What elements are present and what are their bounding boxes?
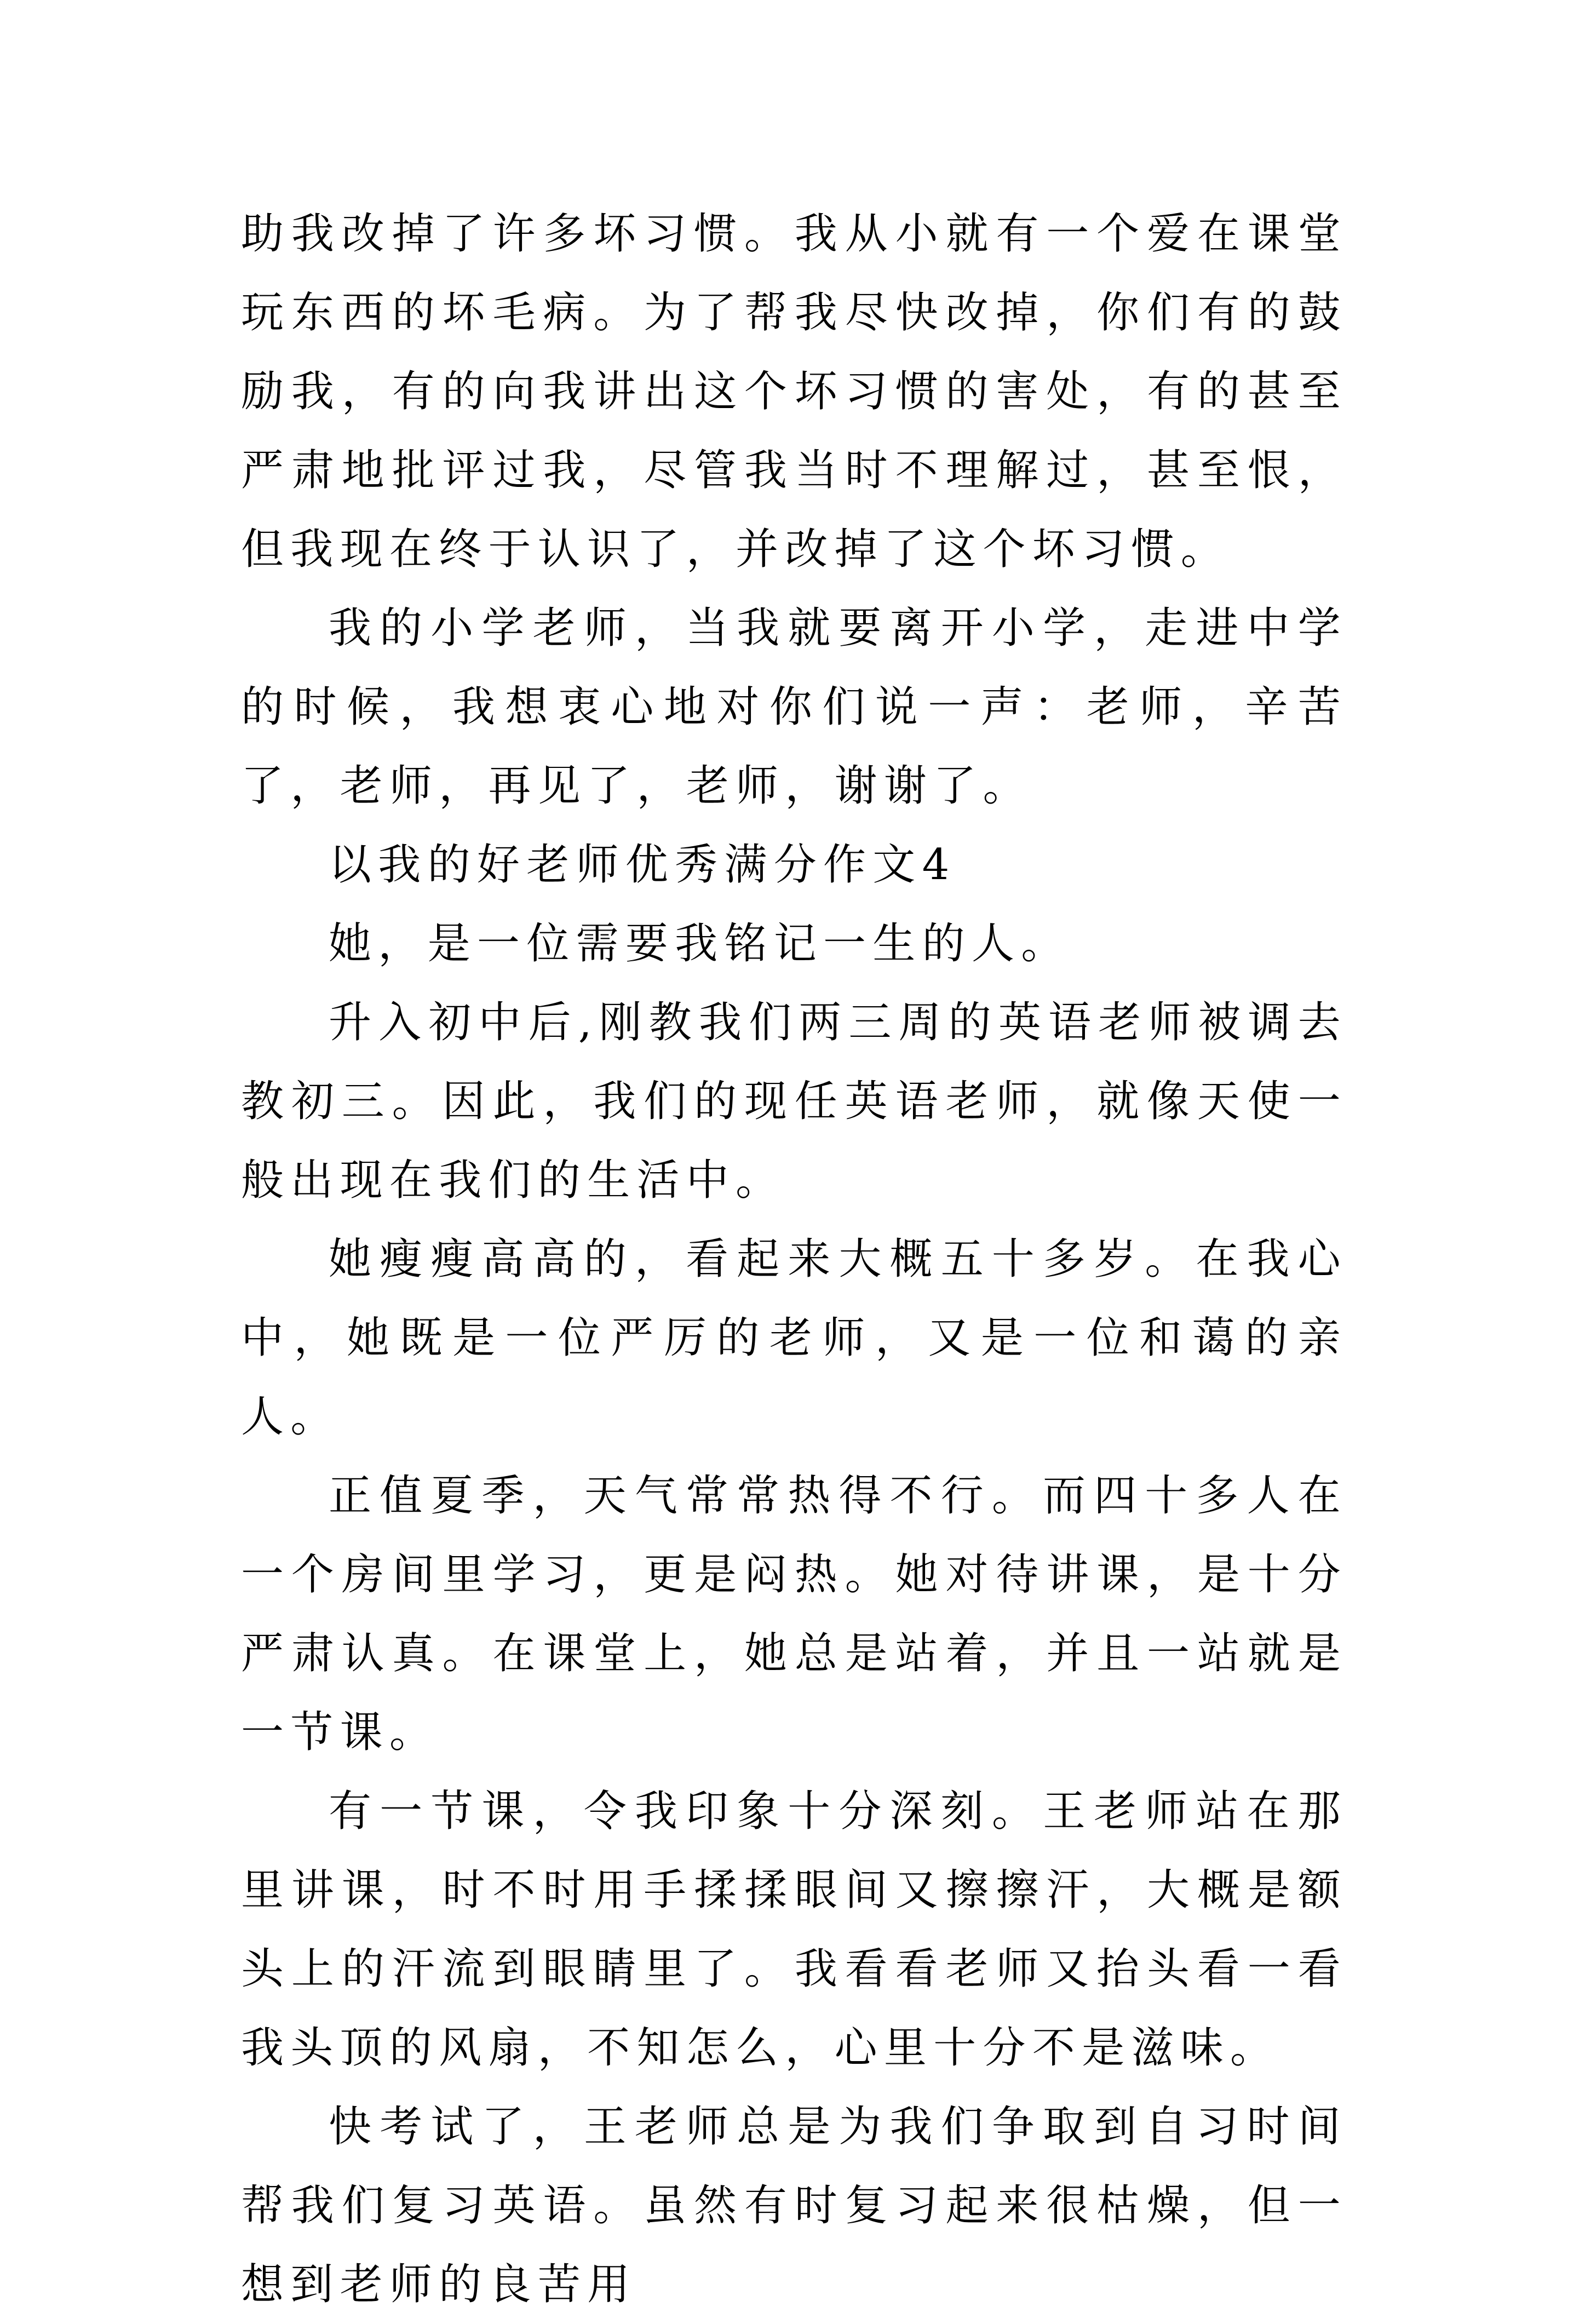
paragraph: 有一节课，令我印象十分深刻。王老师站在那里讲课，时不时用手揉揉眼间又擦擦汗，大概是额头上的汗流到眼睛里了。我看看老师又抬头看一看我头顶的风扇，不知怎么，心里十分不是滋味。 (241, 1787, 1347, 2073)
paragraph-continuation: 助我改掉了许多坏习惯。我从小就有一个爱在课堂玩东西的坏毛病。为了帮我尽快改掉，你们有的鼓励我，有的向我讲出这个坏习惯的害处，有的甚至严肃地批评过我，尽管我当时不理解过，甚至恨，但我现在终于认识了，并改掉了这个坏习惯。 (241, 209, 1347, 574)
document-body (241, 194, 1347, 2324)
paragraph: 升入初中后,刚教我们两三周的英语老师被调去教初三。因此，我们的现任英语老师，就像天使一般出现在我们的生活中。 (241, 998, 1347, 1205)
essay-title: 以我的好老师优秀满分作文4 (329, 840, 956, 890)
paragraph: 正值夏季，天气常常热得不行。而四十多人在一个房间里学习，更是闷热。她对待讲课，是十分严肃认真。在课堂上，她总是站着，并且一站就是一节课。 (241, 1471, 1347, 1757)
paragraph: 她瘦瘦高高的，看起来大概五十多岁。在我心中，她既是一位严厉的老师，又是一位和蔼的亲人。 (241, 1235, 1347, 1442)
paragraph-farewell: 我的小学老师，当我就要离开小学，走进中学的时候，我想衷心地对你们说一声：老师，辛苦了，老师，再见了，老师，谢谢了。 (241, 604, 1347, 811)
paragraph: 快考试了，王老师总是为我们争取到自习时间帮我们复习英语。虽然有时复习起来很枯燥，但一想到老师的良苦用 (241, 2102, 1347, 2309)
paragraph: 她，是一位需要我铭记一生的人。 (329, 919, 1071, 968)
